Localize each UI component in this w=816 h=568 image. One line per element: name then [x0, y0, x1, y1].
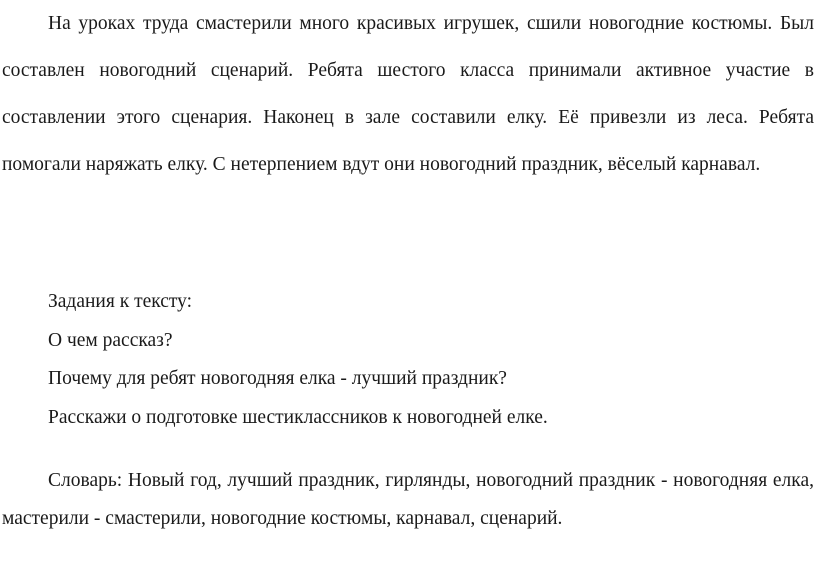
vocabulary-paragraph: Словарь: Новый год, лучший праздник, гирлянды, новогодний праздник - новогодняя елка, мастерили - смастерили, новогодние костюмы, карнавал, сценарий.: [2, 470, 814, 529]
task-question-3: Расскажи о подготовке шестиклассников к новогодней елке.: [48, 406, 548, 428]
tasks-heading: Задания к тексту:: [48, 291, 193, 312]
task-question-1: О чем рассказ?: [48, 329, 173, 351]
tasks-section: [48, 283, 808, 437]
task-question-2: Почему для ребят новогодняя елка - лучший праздник?: [48, 368, 507, 389]
main-paragraph: На уроках труда смастерили много красивых игрушек, сшили новогодние костюмы. Был составлен новогодний сценарий. Ребята шестого класса принимали активное участие в составлении этого сценария. Наконец в зале составили елку. Её привезли из леса. Ребята помогали наряжать елку. С нетерпением вдут они новогодний праздник, вёселый карнавал.: [2, 13, 814, 175]
